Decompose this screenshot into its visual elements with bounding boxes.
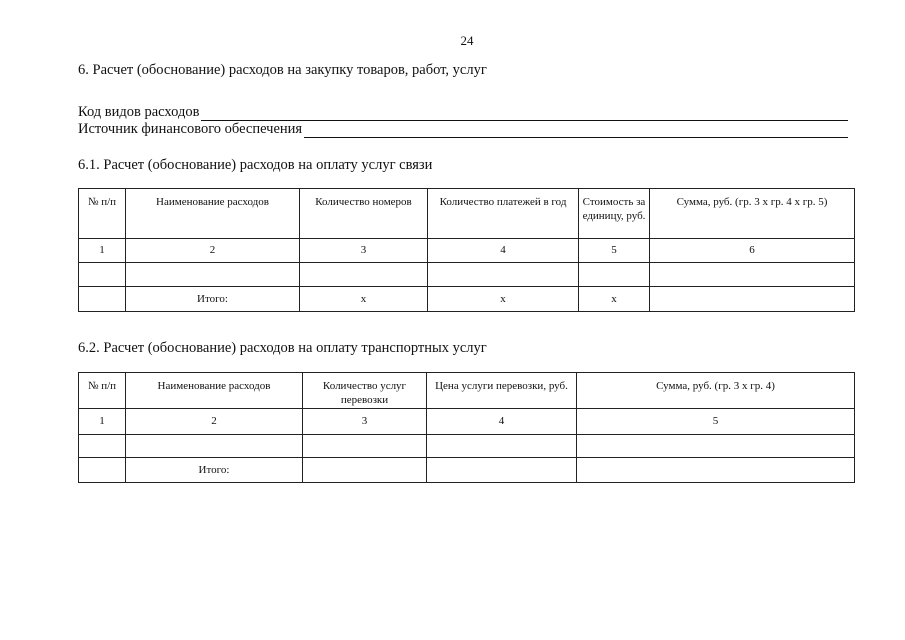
- table-cell[interactable]: [79, 263, 126, 287]
- total-label: Итого:: [126, 458, 303, 483]
- column-header: Наименование расходов: [126, 373, 303, 409]
- table-cell[interactable]: [427, 458, 577, 483]
- funding-source-field: [78, 121, 848, 138]
- table-row: [79, 435, 855, 458]
- table-cell[interactable]: [300, 263, 428, 287]
- column-number: 4: [427, 409, 577, 435]
- total-mark: x: [300, 287, 428, 312]
- funding-source-label: Источник финансового обеспечения: [78, 121, 303, 137]
- table-cell[interactable]: [579, 263, 650, 287]
- total-row: [79, 287, 855, 312]
- expense-code-field: [78, 104, 848, 121]
- page-number: 24: [460, 33, 474, 48]
- expense-code-input-line[interactable]: [201, 108, 848, 121]
- table-cell[interactable]: [577, 435, 855, 458]
- total-mark: x: [579, 287, 650, 312]
- column-number: 5: [579, 239, 650, 263]
- column-number-row: [79, 239, 855, 263]
- table-cell[interactable]: [126, 263, 300, 287]
- total-sum-cell[interactable]: [650, 287, 855, 312]
- table-cell: [79, 458, 126, 483]
- section-6-2-heading: 6.2. Расчет (обоснование) расходов на оплату транспортных услуг: [78, 340, 487, 356]
- table-cell[interactable]: [126, 435, 303, 458]
- total-mark: x: [428, 287, 579, 312]
- column-header: № п/п: [79, 373, 126, 409]
- column-header: Стоимость за единицу, руб.: [579, 189, 650, 239]
- column-number: 5: [577, 409, 855, 435]
- column-header: Сумма, руб. (гр. 3 x гр. 4 x гр. 5): [650, 189, 855, 239]
- table-cell[interactable]: [427, 435, 577, 458]
- column-number: 1: [79, 409, 126, 435]
- column-header: Количество платежей в год: [428, 189, 579, 239]
- column-number: 4: [428, 239, 579, 263]
- table-cell[interactable]: [650, 263, 855, 287]
- table-header-row: [79, 189, 855, 239]
- expense-code-label: Код видов расходов: [78, 104, 200, 120]
- column-header: № п/п: [79, 189, 126, 239]
- table-cell[interactable]: [303, 435, 427, 458]
- table-cell[interactable]: [428, 263, 579, 287]
- column-header: Количество номеров: [300, 189, 428, 239]
- table-cell[interactable]: [79, 435, 126, 458]
- column-header: Сумма, руб. (гр. 3 x гр. 4): [577, 373, 855, 409]
- table-cell[interactable]: [303, 458, 427, 483]
- transport-services-table: [78, 372, 855, 483]
- column-number: 6: [650, 239, 855, 263]
- column-number: 3: [300, 239, 428, 263]
- column-header: Цена услуги перевозки, руб.: [427, 373, 577, 409]
- total-row: [79, 458, 855, 483]
- total-label: Итого:: [126, 287, 300, 312]
- column-header: Наименование расходов: [126, 189, 300, 239]
- column-number: 1: [79, 239, 126, 263]
- column-number: 3: [303, 409, 427, 435]
- table-cell: [79, 287, 126, 312]
- column-number: 2: [126, 239, 300, 263]
- funding-source-input-line[interactable]: [304, 125, 848, 138]
- column-number-row: [79, 409, 855, 435]
- table-row: [79, 263, 855, 287]
- communication-services-table: [78, 188, 855, 312]
- column-number: 2: [126, 409, 303, 435]
- column-header: Количество услуг перевозки: [303, 373, 427, 409]
- section-6-heading: 6. Расчет (обоснование) расходов на закупку товаров, работ, услуг: [78, 62, 487, 78]
- section-6-1-heading: 6.1. Расчет (обоснование) расходов на оплату услуг связи: [78, 157, 433, 173]
- total-sum-cell[interactable]: [577, 458, 855, 483]
- table-header-row: [79, 373, 855, 409]
